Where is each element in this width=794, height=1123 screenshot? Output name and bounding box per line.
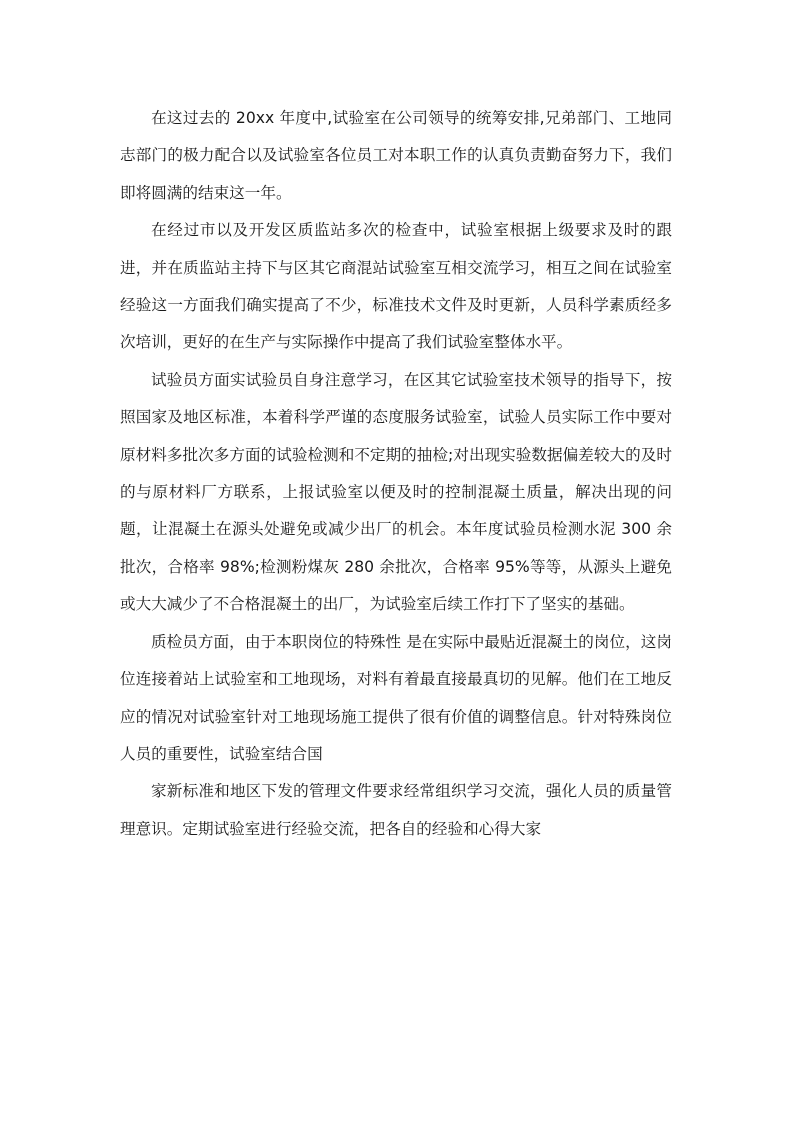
document-page [120,100,672,848]
paragraph-2: 在经过市以及开发区质监站多次的检查中，试验室根据上级要求及时的跟进，并在质监站主持下与区其它商混站试验室互相交流学习，相互之间在试验室经验这一方面我们确实提高了不少，标准技术文件及时更新，人员科学素质经多次培训，更好的在生产与实际操作中提高了我们试验室整体水平。 [120,221,672,352]
paragraph-3: 试验员方面实试验员自身注意学习，在区其它试验室技术领导的指导下，按照国家及地区标准，本着科学严谨的态度服务试验室，试验人员实际工作中要对原材料多批次多方面的试验检测和不定期的抽检;对出现实验数据偏差较大的及时的与原材料厂方联系，上报试验室以便及时的控制混凝土质量，解决出现的问题，让混凝土在源头处避免或减少出厂的机会。本年度试验员检测水泥 300 余批次，合格率 98%;检测粉煤灰 280 余批次，合格率 95%等等，从源头上避免或大大减少了不合格混凝土的出厂，为试验室后续工作打下了坚实的基础。 [120,370,672,614]
paragraph-1: 在这过去的 20xx 年度中,试验室在公司领导的统筹安排,兄弟部门、工地同志部门的极力配合以及试验室各位员工对本职工作的认真负责勤奋努力下，我们即将圆满的结束这一年。 [120,109,672,202]
paragraph-5: 家新标准和地区下发的管理文件要求经常组织学习交流，强化人员的质量管理意识。定期试验室进行经验交流，把各自的经验和心得大家 [120,782,672,838]
paragraph-4: 质检员方面，由于本职岗位的特殊性 是在实际中最贴近混凝土的岗位，这岗位连接着站上试验室和工地现场，对料有着最直接最真切的见解。他们在工地反应的情况对试验室针对工地现场施工提供了很有价值的调整信息。针对特殊岗位人员的重要性，试验室结合国 [120,632,672,763]
